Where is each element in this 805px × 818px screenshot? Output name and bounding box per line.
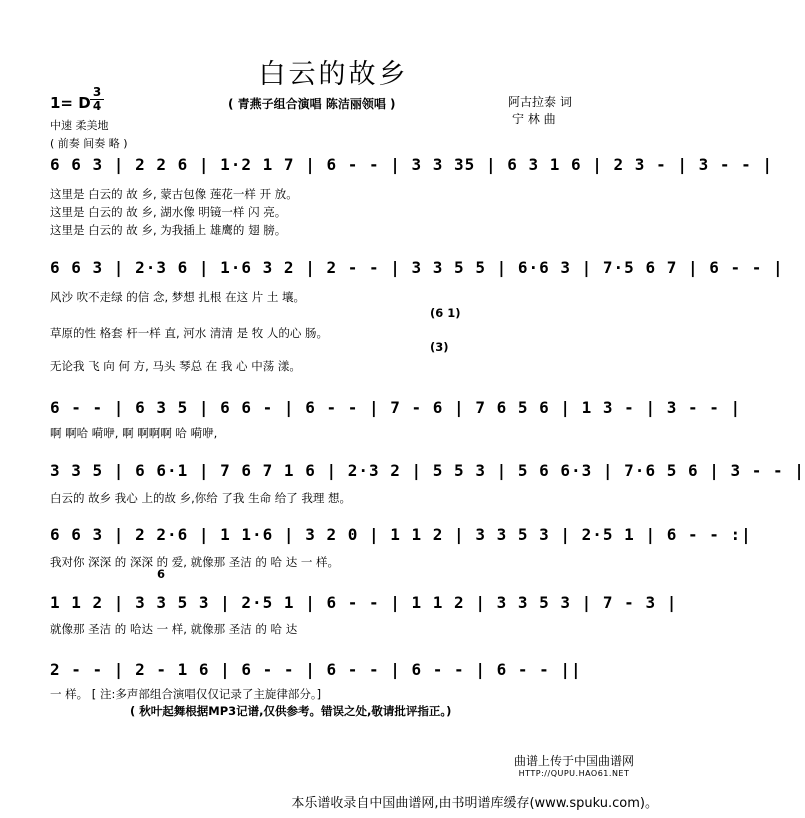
stamp-line: 曲谱上传于中国曲谱网 xyxy=(514,754,635,768)
footer-text: 本乐谱收录自中国曲谱网,由书明谱库缓存(www.spuku.com)。 xyxy=(291,796,658,811)
alt-notes: (6 1) xyxy=(430,306,461,320)
page-title: 白云的故乡 xyxy=(258,59,409,90)
notation-row: 1 1 2 | 3 3 5 3 | 2·5 1 | 6 - - | 1 1 2 | 3 3 5 3 | 7 - 3 | xyxy=(50,593,678,612)
meter-bottom: 4 xyxy=(90,99,104,113)
intro-note: ( 前奏 间奏 略 ) xyxy=(50,137,128,150)
composer-credit: 宁 林 曲 xyxy=(512,112,556,126)
lyric-line: 我对你 深深 的 深深 的 爱, 就像那 圣洁 的 哈 达 一 样。 xyxy=(50,555,340,569)
lyric-line: 这里是 白云的 故 乡, 蒙古包像 莲花一样 开 放。 xyxy=(50,187,298,201)
source-stamp xyxy=(514,752,634,778)
meter-top: 3 xyxy=(92,85,102,99)
alt-notes: (3) xyxy=(430,340,449,354)
alt-notes: 6 xyxy=(157,567,166,581)
notation-row: 2 - - | 2 - 1 6 | 6 - - | 6 - - | 6 - - | 6 - - || xyxy=(50,660,582,679)
notation-row: 3 3 5 | 6 6·1 | 7 6 7 1 6 | 2·3 2 | 5 5 3 | 5 6 6·3 | 7·6 5 6 | 3 - - | xyxy=(50,461,805,480)
lyric-line: 就像那 圣洁 的 哈达 一 样, 就像那 圣洁 的 哈 达 xyxy=(50,622,298,636)
lyric-line: 这里是 白云的 故 乡, 为我插上 雄鹰的 翅 膀。 xyxy=(50,223,287,237)
time-signature xyxy=(90,86,104,113)
lyric-line: 草原的性 格套 杆一样 直, 河水 清清 是 牧 人的心 肠。 xyxy=(50,326,329,340)
singer-credit: ( 青燕子组合演唱 陈洁丽领唱 ) xyxy=(228,97,396,111)
notation-row: 6 6 3 | 2 2·6 | 1 1·6 | 3 2 0 | 1 1 2 | 3 3 5 3 | 2·5 1 | 6 - - :| xyxy=(50,525,752,544)
tempo-marking: 中速 柔美地 xyxy=(50,119,109,132)
lyric-line: 白云的 故乡 我心 上的故 乡,你给 了我 生命 给了 我理 想。 xyxy=(50,491,352,505)
lyric-line: 啊 啊哈 嗬咿, 啊 啊啊啊 哈 嗬咿, xyxy=(50,426,218,440)
lyric-line: 一 样。 [ 注:多声部组合演唱仅仅记录了主旋律部分。] xyxy=(50,687,322,701)
notation-row: 6 - - | 6 3 5 | 6 6 - | 6 - - | 7 - 6 | 7 6 5 6 | 1 3 - | 3 - - | xyxy=(50,398,742,417)
lyricist-credit: 阿古拉泰 词 xyxy=(508,95,572,109)
lyric-line: 这里是 白云的 故 乡, 湖水像 明镜一样 闪 亮。 xyxy=(50,205,287,219)
notation-row: 6 6 3 | 2 2 6 | 1·2 1 7 | 6 - - | 3 3 35 | 6 3 1 6 | 2 3 - | 3 - - | xyxy=(50,155,774,174)
lyric-line: 无论我 飞 向 何 方, 马头 琴总 在 我 心 中荡 漾。 xyxy=(50,359,301,373)
key-signature: 1= D xyxy=(50,94,91,112)
notation-row: 6 6 3 | 2·3 6 | 1·6 3 2 | 2 - - | 3 3 5 5 | 6·6 3 | 7·5 6 7 | 6 - - | xyxy=(50,258,784,277)
lyric-line: 风沙 吹不走绿 的信 念, 梦想 扎根 在这 片 土 壤。 xyxy=(50,290,306,304)
transcription-note: ( 秋叶起舞根据MP3记谱,仅供参考。错误之处,敬请批评指正。) xyxy=(130,704,452,718)
stamp-url: HTTP://QUPU.HAO61.NET xyxy=(518,769,630,778)
